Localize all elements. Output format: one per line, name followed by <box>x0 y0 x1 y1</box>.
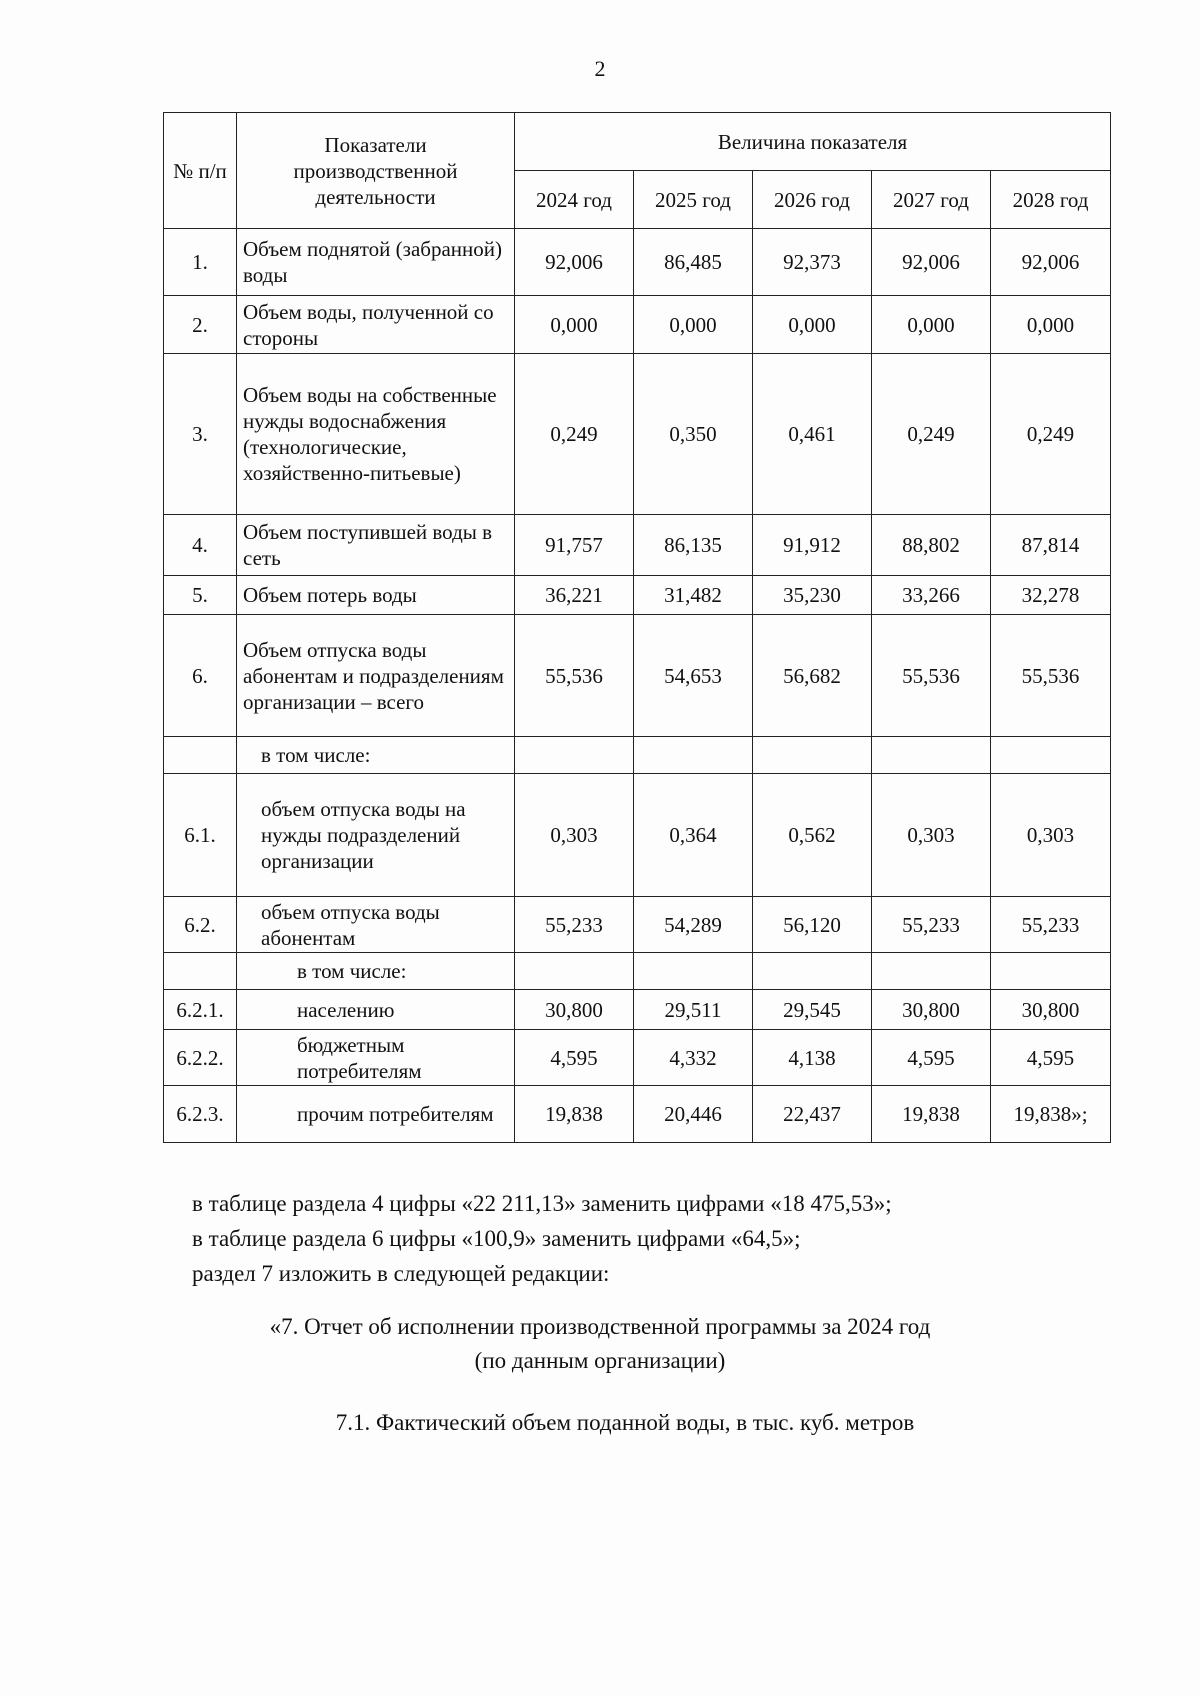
row-name: прочим потребителям <box>237 1086 515 1143</box>
row-value <box>753 953 872 990</box>
row-value: 0,461 <box>753 354 872 515</box>
row-value: 19,838»; <box>991 1086 1111 1143</box>
row-value: 92,006 <box>872 229 991 296</box>
row-value <box>515 953 634 990</box>
row-value: 31,482 <box>634 576 753 615</box>
header-year: 2027 год <box>872 171 991 229</box>
row-value: 91,757 <box>515 515 634 576</box>
row-num <box>164 953 237 990</box>
row-name: в том числе: <box>237 953 515 990</box>
row-value: 55,536 <box>872 615 991 737</box>
row-value: 22,437 <box>753 1086 872 1143</box>
row-num: 6.2.3. <box>164 1086 237 1143</box>
row-value <box>634 737 753 774</box>
row-value: 0,000 <box>515 296 634 354</box>
row-value: 0,249 <box>515 354 634 515</box>
row-value <box>634 953 753 990</box>
paragraph: в таблице раздела 4 цифры «22 211,13» заменить цифрами «18 475,53»; <box>192 1191 892 1216</box>
row-num: 2. <box>164 296 237 354</box>
table-row <box>164 1030 1111 1086</box>
header-year: 2028 год <box>991 171 1111 229</box>
row-name: объем отпуска воды на нужды подразделений организации <box>237 774 515 897</box>
header-year: 2025 год <box>634 171 753 229</box>
row-value: 19,838 <box>515 1086 634 1143</box>
table-row <box>164 737 1111 774</box>
header-year: 2024 год <box>515 171 634 229</box>
row-name: Объем поступившей воды в сеть <box>237 515 515 576</box>
row-name: Объем воды, полученной со стороны <box>237 296 515 354</box>
table-row <box>164 953 1111 990</box>
row-value: 86,485 <box>634 229 753 296</box>
row-value: 86,135 <box>634 515 753 576</box>
row-value: 0,303 <box>991 774 1111 897</box>
row-value: 29,511 <box>634 990 753 1030</box>
row-value <box>753 737 872 774</box>
row-num: 6.2. <box>164 897 237 953</box>
row-value: 56,682 <box>753 615 872 737</box>
row-value: 29,545 <box>753 990 872 1030</box>
table-row <box>164 515 1111 576</box>
row-value: 55,536 <box>515 615 634 737</box>
row-num: 6. <box>164 615 237 737</box>
row-name: бюджетным потребителям <box>237 1030 515 1086</box>
header-num: № п/п <box>164 113 237 229</box>
row-value: 35,230 <box>753 576 872 615</box>
row-value: 0,303 <box>872 774 991 897</box>
row-value: 32,278 <box>991 576 1111 615</box>
row-value <box>515 737 634 774</box>
row-name: населению <box>237 990 515 1030</box>
table-row <box>164 229 1111 296</box>
row-value: 55,233 <box>515 897 634 953</box>
row-value: 56,120 <box>753 897 872 953</box>
row-value: 0,249 <box>991 354 1111 515</box>
row-value: 4,595 <box>872 1030 991 1086</box>
row-name: Объем отпуска воды абонентам и подразделениям организации – всего <box>237 615 515 737</box>
row-value: 4,595 <box>991 1030 1111 1086</box>
row-value: 87,814 <box>991 515 1111 576</box>
row-num: 4. <box>164 515 237 576</box>
paragraph: в таблице раздела 6 цифры «100,9» заменить цифрами «64,5»; <box>192 1226 801 1251</box>
header-year: 2026 год <box>753 171 872 229</box>
row-value: 55,233 <box>991 897 1111 953</box>
row-value: 33,266 <box>872 576 991 615</box>
row-value: 20,446 <box>634 1086 753 1143</box>
header-value-group: Величина показателя <box>515 113 1111 171</box>
row-value: 0,000 <box>872 296 991 354</box>
row-value: 0,000 <box>991 296 1111 354</box>
row-value: 30,800 <box>872 990 991 1030</box>
row-value: 0,350 <box>634 354 753 515</box>
row-value: 30,800 <box>515 990 634 1030</box>
row-name: объем отпуска воды абонентам <box>237 897 515 953</box>
row-value: 54,653 <box>634 615 753 737</box>
section-title-line: «7. Отчет об исполнении производственной программы за 2024 год <box>269 1314 931 1339</box>
row-num: 6.1. <box>164 774 237 897</box>
row-value: 30,800 <box>991 990 1111 1030</box>
row-value: 0,562 <box>753 774 872 897</box>
table-row <box>164 615 1111 737</box>
row-value: 55,233 <box>872 897 991 953</box>
row-value: 4,138 <box>753 1030 872 1086</box>
indicators-table <box>163 112 1111 1143</box>
row-value <box>991 953 1111 990</box>
row-num: 6.2.1. <box>164 990 237 1030</box>
row-value: 88,802 <box>872 515 991 576</box>
subsection-title: 7.1. Фактический объем поданной воды, в тыс. куб. метров <box>335 1410 915 1435</box>
row-value: 54,289 <box>634 897 753 953</box>
row-num: 3. <box>164 354 237 515</box>
row-name: в том числе: <box>237 737 515 774</box>
row-num: 1. <box>164 229 237 296</box>
row-value <box>872 737 991 774</box>
row-name: Объем воды на собственные нужды водоснабжения (технологические, хозяйственно-питьевые) <box>237 354 515 515</box>
row-value: 55,536 <box>991 615 1111 737</box>
amendment-text <box>192 1186 892 1291</box>
section-title-line: (по данным организации) <box>474 1348 726 1373</box>
table-row <box>164 774 1111 897</box>
row-value: 92,373 <box>753 229 872 296</box>
row-value <box>991 737 1111 774</box>
row-value: 36,221 <box>515 576 634 615</box>
table-row <box>164 1086 1111 1143</box>
row-value: 0,000 <box>753 296 872 354</box>
header-indicator: Показатели производственной деятельности <box>237 113 515 229</box>
row-value: 0,364 <box>634 774 753 897</box>
row-value: 19,838 <box>872 1086 991 1143</box>
row-num: 5. <box>164 576 237 615</box>
row-value: 0,249 <box>872 354 991 515</box>
row-num: 6.2.2. <box>164 1030 237 1086</box>
row-value: 4,595 <box>515 1030 634 1086</box>
row-num <box>164 737 237 774</box>
page-number: 2 <box>594 56 606 81</box>
row-value: 91,912 <box>753 515 872 576</box>
table-row <box>164 296 1111 354</box>
row-name: Объем поднятой (забранной) воды <box>237 229 515 296</box>
row-value <box>872 953 991 990</box>
table-row <box>164 897 1111 953</box>
row-value: 0,303 <box>515 774 634 897</box>
paragraph: раздел 7 изложить в следующей редакции: <box>192 1261 610 1286</box>
table-row <box>164 990 1111 1030</box>
row-value: 0,000 <box>634 296 753 354</box>
row-value: 92,006 <box>991 229 1111 296</box>
section-title <box>0 1310 1200 1378</box>
row-name: Объем потерь воды <box>237 576 515 615</box>
row-value: 92,006 <box>515 229 634 296</box>
row-value: 4,332 <box>634 1030 753 1086</box>
table-row <box>164 576 1111 615</box>
table-row <box>164 354 1111 515</box>
